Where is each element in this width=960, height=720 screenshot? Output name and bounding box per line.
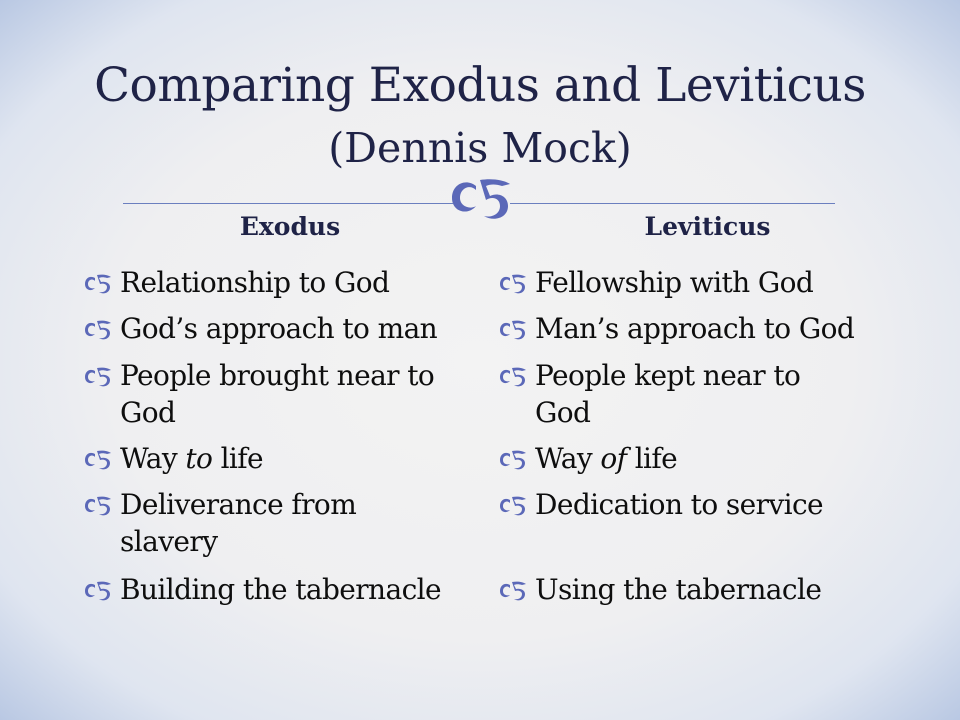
bullet-flourish-icon [499,580,529,602]
list-item-line: People kept near to [535,359,801,392]
list-item-text-part: life [212,442,264,475]
list-item-text-part: Way [120,442,186,475]
divider-line-left [123,203,453,204]
list-item-text: Relationship to God [120,266,390,299]
list-item-text: God’s approach to man [120,312,438,345]
list-item-text: Using the tabernacle [535,573,822,606]
list-item-text [120,357,460,431]
list-item-line: slavery [120,525,218,558]
list-item-text: Fellowship with God [535,266,814,299]
bullet-flourish-icon [499,449,529,471]
bullet-flourish-icon [84,580,114,602]
list-item-line: God [120,396,176,429]
column-heading-leviticus: Leviticus [644,212,771,241]
bullet-flourish-icon [499,273,529,295]
slide-title: Comparing Exodus and Leviticus [94,58,866,113]
list-item-emphasis: to [185,442,213,475]
bullet-flourish-icon [84,495,114,517]
list-item-text [120,486,460,560]
bullet-flourish-icon [499,319,529,341]
list-item-text: Building the tabernacle [120,573,441,606]
list-item-text: Man’s approach to God [535,312,855,345]
list-item-text: Dedication to service [535,488,824,521]
list-item-line: God [535,396,591,429]
list-item-text-part: Way [535,442,601,475]
bullet-flourish-icon [84,449,114,471]
bullet-flourish-icon [84,273,114,295]
list-item-text [120,440,460,477]
bullet-flourish-icon [84,319,114,341]
list-item-line: Deliverance from [120,488,357,521]
list-item-text [535,357,875,431]
slide-subtitle: (Dennis Mock) [328,124,632,172]
bullet-flourish-icon [84,366,114,388]
divider-line-right [510,203,835,204]
column-heading-exodus: Exodus [239,212,341,241]
list-item-text-part: life [626,442,678,475]
bullet-flourish-icon [499,495,529,517]
ornament-flourish-icon [446,172,518,224]
list-item-emphasis: of [600,442,627,475]
list-item-line: People brought near to [120,359,435,392]
list-item-text [535,440,875,477]
bullet-flourish-icon [499,366,529,388]
